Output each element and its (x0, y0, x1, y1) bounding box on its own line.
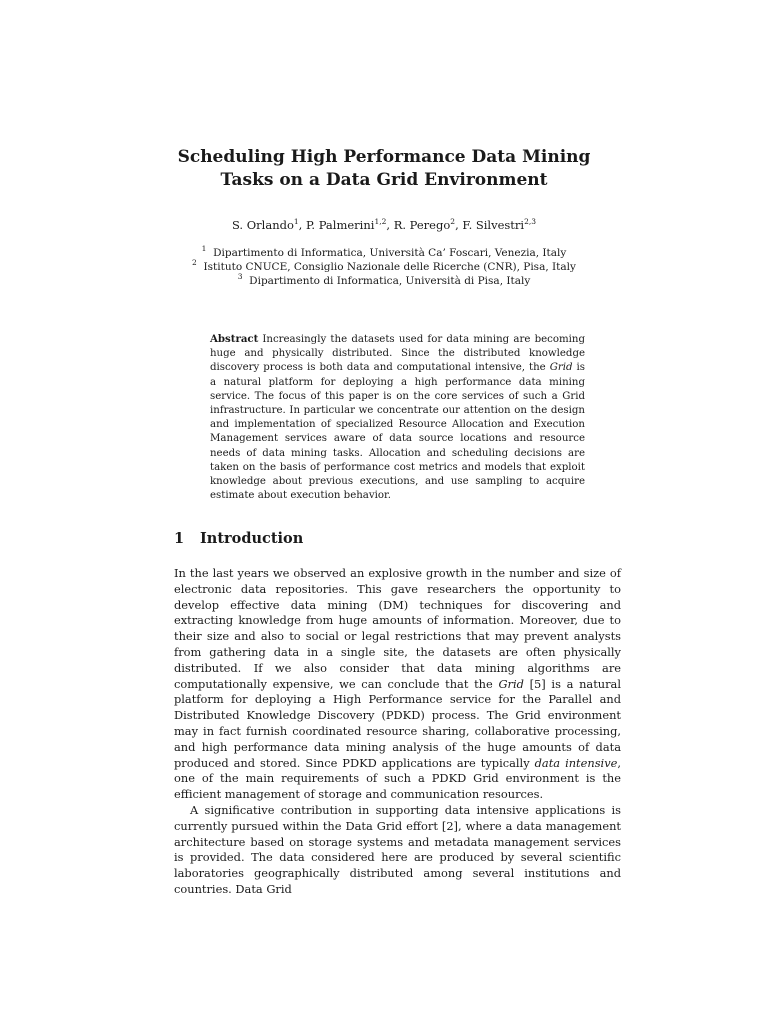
author-affiliation-mark: 1 (293, 217, 299, 226)
affiliation-text: Dipartimento di Informatica, Università Ca’ Foscari, Venezia, Italy (213, 247, 567, 259)
abstract (210, 332, 585, 503)
author-affiliation-mark: 1,2 (374, 217, 387, 226)
author-separator: , (298, 218, 306, 232)
abstract-text: Increasingly the datasets used for data mining are becoming huge and physically distributed. Since the distributed knowledge discovery process is both data and computational intensive, the (210, 334, 585, 374)
paragraph-text: [5] is a natural platform for deploying a High Performance service for the Parallel and Distributed Knowledge Discovery (PDKD) process. The Grid environment may in fact furnish coordinated resource sharing, collaborative processing, and high performance data mining analysis of the huge amounts of data produced and stored. Since PDKD applications are typically (174, 676, 621, 770)
author-list (0, 217, 768, 233)
abstract-text: is a natural platform for deploying a high performance data mining service. The focus of this paper is on the core services of such a Grid infrastructure. In particular we concentrate our attention on the design and implementation of specialized Resource Allocation and Execution Management services aware of data source locations and resource needs of data mining tasks. Allocation and scheduling decisions are taken on the basis of performance cost metrics and models that exploit knowledge about previous executions, and use sampling to acquire estimate about execution behavior. (210, 362, 585, 502)
affiliation (0, 274, 768, 288)
title-line-1: Scheduling High Performance Data Mining (177, 147, 591, 167)
affiliation (0, 260, 768, 274)
paragraph (174, 803, 621, 898)
abstract-label: Abstract (210, 333, 259, 345)
affiliation-number: 3 (237, 272, 243, 281)
paragraph-text: , one of the main requirements of such a PDKD Grid environment is the efficient management of storage and communication resources. (174, 755, 621, 802)
paragraph-text: A significative contribution in supporting data intensive applications is currently pursued within the Data Grid effort [2], where a data management architecture based on storage systems and metadata management services is provided. The data considered here are produced by several scientific laboratories geographically distributed among several institutions and countries. Data Grid (174, 802, 621, 896)
author-separator: , (386, 218, 394, 232)
affiliation (0, 246, 768, 260)
affiliation-number: 1 (201, 244, 207, 253)
paragraph (174, 566, 621, 803)
emphasis-text: data intensive (534, 755, 618, 770)
author-name: R. Perego (393, 218, 451, 232)
affiliation-text: Istituto CNUCE, Consiglio Nazionale delle Ricerche (CNR), Pisa, Italy (203, 261, 576, 273)
author-affiliation-mark: 2 (450, 217, 456, 226)
author-name: P. Palmerini (305, 218, 375, 232)
section-number: 1 (174, 530, 185, 547)
section-heading (174, 530, 303, 548)
author-affiliation-mark: 2,3 (524, 217, 537, 226)
paragraph-text: In the last years we observed an explosive growth in the number and size of electronic data repositories. This gave researchers the opportunity to develop effective data mining (DM) techniques for discovering and extracting knowledge from huge amounts of information. Moreover, due to their size and also to social or legal restrictions that may prevent analysts from gathering data in a single site, the datasets are often physically distributed. If we also consider that data mining algorithms are computationally expensive, we can conclude that the (174, 566, 621, 691)
affiliation-list (0, 246, 768, 288)
author-name: S. Orlando (231, 218, 294, 232)
paper-title (0, 146, 768, 192)
section-title: Introduction (200, 530, 304, 547)
author-name: F. Silvestri (462, 218, 525, 232)
author-separator: , (455, 218, 463, 232)
introduction-body (174, 566, 621, 898)
abstract-emphasis: Grid (549, 362, 573, 374)
affiliation-text: Dipartimento di Informatica, Università di Pisa, Italy (249, 275, 531, 287)
title-line-2: Tasks on a Data Grid Environment (220, 170, 548, 190)
emphasis-text: Grid (498, 676, 524, 691)
affiliation-number: 2 (192, 258, 197, 267)
